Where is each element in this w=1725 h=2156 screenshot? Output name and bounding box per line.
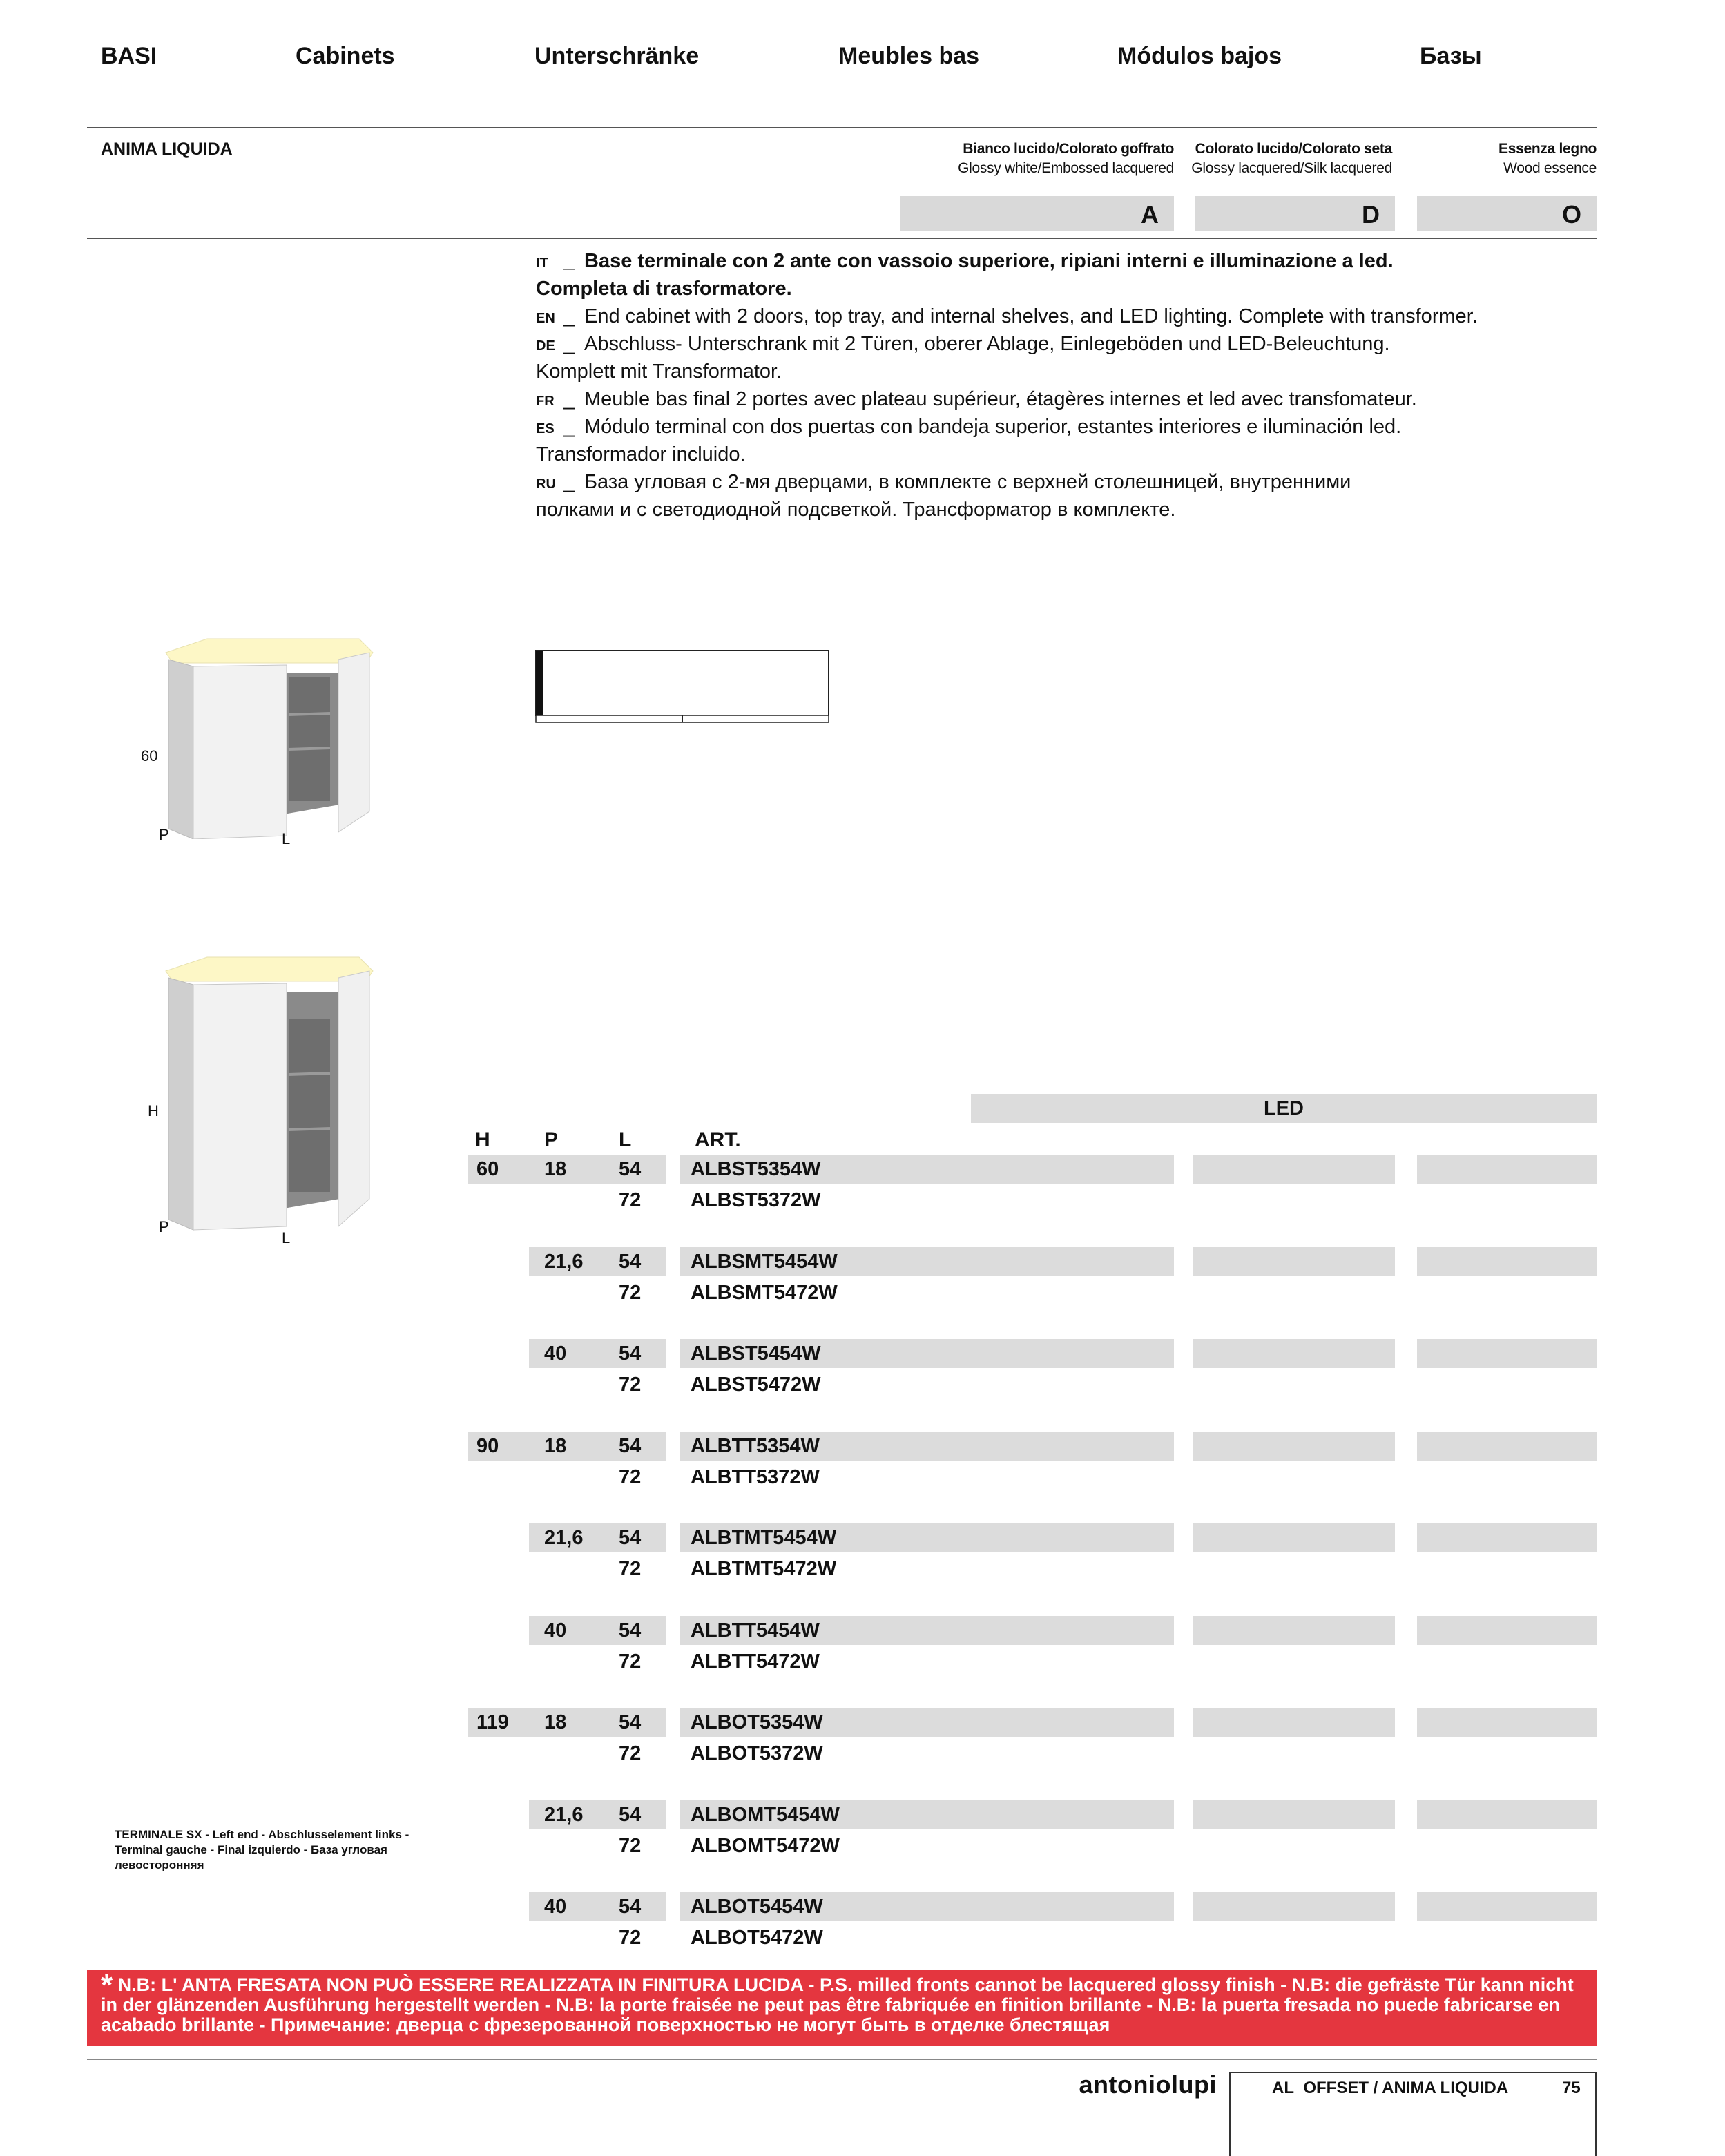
header-rule: [87, 127, 1597, 128]
col-header-p: P: [544, 1128, 559, 1151]
col-header-l: L: [619, 1128, 632, 1151]
dim-lower-length: L: [282, 1229, 291, 1247]
cell-depth: 40: [544, 1896, 567, 1918]
band-art-d: [1193, 1616, 1395, 1645]
finish-a-title: Bianco lucido/Colorato goffrato: [963, 141, 1174, 157]
cell-length: 72: [619, 1189, 642, 1211]
dim-lower-height: H: [148, 1102, 159, 1119]
finish-code-o: O: [1417, 196, 1597, 231]
footer-page-number: 75: [1562, 2079, 1581, 2097]
cell-length: 54: [619, 1251, 642, 1273]
cell-article-code: ALBTMT5454W: [691, 1527, 837, 1549]
cell-length: 54: [619, 1342, 642, 1365]
col-header-h: H: [475, 1128, 490, 1151]
band-art-d: [1193, 1432, 1395, 1461]
header-lang-es: Módulos bajos: [1117, 43, 1282, 69]
cell-length: 72: [619, 1466, 642, 1488]
band-art-o: [1417, 1155, 1597, 1184]
note-star: *: [101, 1968, 113, 2002]
band-art-o: [1417, 1432, 1597, 1461]
cell-article-code: ALBST5354W: [691, 1158, 821, 1180]
footer-rule: [87, 2059, 1597, 2060]
lang-tag-fr: FR: [536, 394, 555, 409]
cell-length: 54: [619, 1711, 642, 1733]
cell-length: 72: [619, 1558, 642, 1580]
milled-fronts-note: [87, 1970, 1597, 2046]
cell-depth: 21,6: [544, 1251, 584, 1273]
header-lang-en: Cabinets: [296, 43, 395, 69]
col-header-art: ART.: [695, 1128, 741, 1151]
finish-d-subtitle: Glossy lacquered/Silk lacquered: [1191, 160, 1392, 176]
band-art-d: [1193, 1339, 1395, 1368]
band-art-d: [1193, 1247, 1395, 1276]
cell-length: 54: [619, 1527, 642, 1549]
cabinet-plan-view: [534, 649, 831, 726]
header-lang-ru: Базы: [1420, 43, 1482, 69]
cabinet-illustration-small: [159, 632, 380, 839]
desc-it-2: Completa di trasformatore.: [536, 278, 792, 300]
cell-article-code: ALBTT5472W: [691, 1650, 820, 1673]
desc-ru-1: RU _ База угловая с 2-мя дверцами, в комплекте с верхней столешницей, внутренними: [536, 468, 1351, 498]
band-art-o: [1417, 1247, 1597, 1276]
cell-article-code: ALBST5454W: [691, 1342, 821, 1365]
header-lang-de: Unterschränke: [534, 43, 700, 69]
band-art-o: [1417, 1800, 1597, 1829]
desc-de-1: DE _ Abschluss- Unterschrank mit 2 Türen, oberer Ablage, Einlegeböden und LED-Beleuchtung.: [536, 330, 1390, 360]
cell-depth: 21,6: [544, 1527, 584, 1549]
band-art-o: [1417, 1339, 1597, 1368]
cell-length: 72: [619, 1374, 642, 1396]
cell-article-code: ALBTT5354W: [691, 1435, 820, 1457]
header-lang-it: BASI: [101, 43, 157, 69]
band-art-o: [1417, 1616, 1597, 1645]
dim-upper-depth: P: [159, 826, 169, 843]
cell-article-code: ALBOT5372W: [691, 1742, 823, 1764]
cell-article-code: ALBSMT5454W: [691, 1251, 838, 1273]
desc-ru-2: полками и с светодиодной подсветкой. Трансформатор в комплекте.: [536, 499, 1176, 521]
note-text: N.B: L' ANTA FRESATA NON PUÒ ESSERE REALIZZATA IN FINITURA LUCIDA - P.S. milled fronts cannot be lacquered glossy finish - N.B: die gefräste Tür kann nicht in der glänzenden Ausführung hergestellt werden - N.B: la porte fraisée ne peut pas être fabriquée en finition brillante - N.B: la puerta fresada no puede fabricarse en acabado brillante - Примечание: дверца с фрезерованной поверхностью не могут быть в отделке блестящая: [101, 1974, 1574, 2035]
lang-tag-ru: RU: [536, 477, 556, 492]
footer-section: AL_OFFSET / ANIMA LIQUIDA: [1272, 2079, 1509, 2097]
lang-tag-es: ES: [536, 421, 555, 436]
cell-height: 60: [476, 1158, 499, 1180]
desc-es-1: ES _ Módulo terminal con dos puertas con bandeja superior, estantes interiores e iluminación led.: [536, 413, 1401, 443]
cell-article-code: ALBST5472W: [691, 1374, 821, 1396]
desc-fr-1: FR _ Meuble bas final 2 portes avec plateau supérieur, étagères internes et led avec transfomateur.: [536, 385, 1417, 415]
lang-tag-en: EN: [536, 311, 555, 326]
cell-article-code: ALBST5372W: [691, 1189, 821, 1211]
band-art-d: [1193, 1892, 1395, 1921]
finish-rule: [87, 238, 1597, 239]
band-art-o: [1417, 1892, 1597, 1921]
cell-length: 72: [619, 1835, 642, 1857]
band-art-d: [1193, 1523, 1395, 1552]
cell-depth: 40: [544, 1619, 567, 1642]
desc-es-2: Transformador incluido.: [536, 443, 746, 465]
cell-length: 72: [619, 1282, 642, 1304]
finish-a-subtitle: Glossy white/Embossed lacquered: [958, 160, 1174, 176]
cell-length: 72: [619, 1650, 642, 1673]
finish-d-title: Colorato lucido/Colorato seta: [1195, 141, 1392, 157]
cell-length: 54: [619, 1435, 642, 1457]
cell-depth: 18: [544, 1711, 567, 1733]
cell-article-code: ALBTT5372W: [691, 1466, 820, 1488]
led-header: LED: [971, 1094, 1597, 1123]
cell-article-code: ALBOT5454W: [691, 1896, 823, 1918]
dim-upper-height: 60: [141, 747, 158, 764]
collection-title: ANIMA LIQUIDA: [101, 139, 233, 159]
desc-de-2: Komplett mit Transformator.: [536, 360, 782, 383]
finish-o-subtitle: Wood essence: [1503, 160, 1597, 176]
cell-height: 90: [476, 1435, 499, 1457]
finish-code-d: D: [1195, 196, 1395, 231]
lang-tag-de: DE: [536, 338, 555, 354]
cell-depth: 18: [544, 1435, 567, 1457]
cell-depth: 21,6: [544, 1804, 584, 1826]
cell-length: 54: [619, 1619, 642, 1642]
band-art-d: [1193, 1708, 1395, 1737]
cell-length: 72: [619, 1927, 642, 1949]
brand-logo: antoniolupi: [1079, 2070, 1217, 2099]
variant-caption: TERMINALE SX - Left end - Abschlusselement links - Terminal gauche - Final izquierdo - База угловая левосторонняя: [115, 1828, 409, 1871]
finish-code-a: A: [900, 196, 1174, 231]
cell-article-code: ALBOMT5454W: [691, 1804, 840, 1826]
cell-length: 54: [619, 1896, 642, 1918]
cell-length: 72: [619, 1742, 642, 1764]
desc-en-1: EN _ End cabinet with 2 doors, top tray, and internal shelves, and LED lighting. Complete with transformer.: [536, 302, 1478, 332]
cell-article-code: ALBTMT5472W: [691, 1558, 837, 1580]
finish-o-title: Essenza legno: [1498, 141, 1597, 157]
desc-it-1: IT _ Base terminale con 2 ante con vassoio superiore, ripiani interni e illuminazione a led.: [536, 247, 1394, 277]
cell-length: 54: [619, 1804, 642, 1826]
cell-article-code: ALBOT5472W: [691, 1927, 823, 1949]
cell-height: 119: [476, 1711, 509, 1733]
dim-upper-length: L: [282, 830, 291, 847]
cell-length: 54: [619, 1158, 642, 1180]
dim-lower-depth: P: [159, 1218, 169, 1235]
cell-article-code: ALBSMT5472W: [691, 1282, 838, 1304]
cell-depth: 40: [544, 1342, 567, 1365]
band-art-d: [1193, 1800, 1395, 1829]
cell-article-code: ALBTT5454W: [691, 1619, 820, 1642]
band-art-d: [1193, 1155, 1395, 1184]
band-art-o: [1417, 1523, 1597, 1552]
lang-tag-it: IT: [536, 256, 548, 271]
band-art-o: [1417, 1708, 1597, 1737]
cell-article-code: ALBOT5354W: [691, 1711, 823, 1733]
header-lang-fr: Meubles bas: [838, 43, 980, 69]
cell-article-code: ALBOMT5472W: [691, 1835, 840, 1857]
cabinet-illustration-tall: [159, 950, 380, 1233]
cell-depth: 18: [544, 1158, 567, 1180]
